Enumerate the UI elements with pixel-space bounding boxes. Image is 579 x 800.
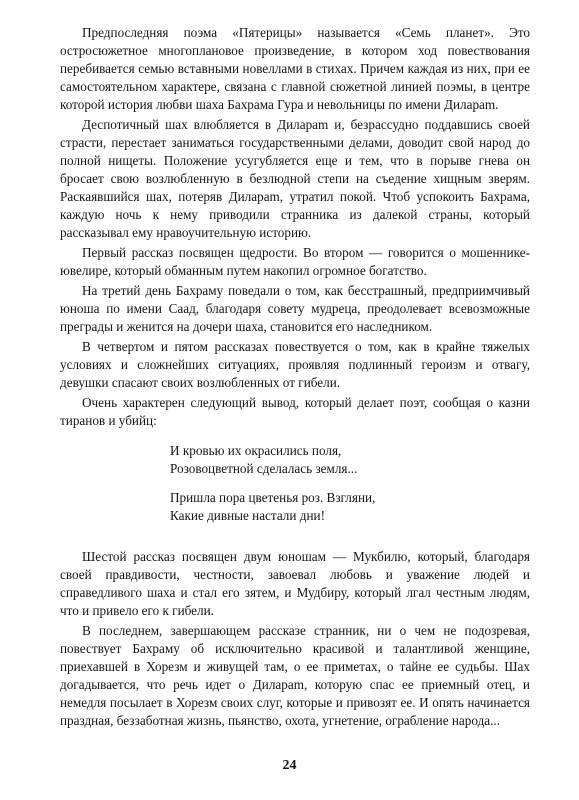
verse-line: Пришла пора цветенья роз. Взгляни,: [170, 490, 376, 505]
paragraph: Первый рассказ посвящен щедрости. Во втором — говорится о мошеннике-ювелире, который обманным путем накопил огромное богатство.: [60, 245, 530, 278]
verse-stanza: [170, 489, 530, 524]
verse-line: Розовоцветной сделалась земля...: [170, 460, 358, 476]
paragraph: Предпоследняя поэма «Пятерицы» называется «Семь планет». Это остросюжетное многоплановое произведение, в котором ход повествования перебивается семью вставными новеллами в стихах. Причем каждая из них, при ее самостоятельном характере, связана с главной сюжетной линией поэмы, в центре которой история любви шаха Бахрама Гура и невольницы по имени Дилараm.: [60, 25, 530, 112]
paragraph: В четвертом и пятом рассказах повествуется о том, как в крайне тяжелых условиях и сложнейших ситуациях, проявляя подлинный героизм и отвагу, девушки спасают своих возлюбленных от гибели.: [60, 339, 530, 390]
page-number: 24: [282, 758, 297, 773]
verse-quote: [170, 442, 530, 524]
paragraph: Деспотичный шах влюбляется в Дилараm и, безрассудно поддавшись своей страсти, перестает заниматься государственными делами, доводит свой народ до полной нищеты. Положение усугубляется еще и тем, что в порыве гнева он бросает свою возлюбленную в безлюдной степи на съедение хищным зверям. Раскаявшийся шах, потеряв Дилараm, утратил покой. Чтоб успокоить Бахрама, каждую ночь к нему приводили странника из далекой страны, который рассказывал ему нравоучительную историю.: [60, 117, 530, 240]
paragraph: Очень характерен следующий вывод, который делает поэт, сообщая о казни тиранов и убийц:: [60, 395, 530, 428]
verse-line: Какие дивные настали дни!: [170, 507, 325, 523]
paragraph: Шестой рассказ посвящен двум юношам — Мукбилю, который, благодаря своей правдивости, честности, завоевал любовь и уважение людей и справедливого шаха и стал его зятем, и Мудбиру, который лгал честным людям, что и привело его к гибели.: [60, 549, 530, 618]
paragraph: На третий день Бахраму поведали о том, как бесстрашный, предприимчивый юноша по имени Саад, благодаря совету мудреца, преодолевает всевозможные преграды и женится на дочери шаха, становится его наследником.: [60, 283, 530, 334]
verse-line: И кровью их окрасились поля,: [170, 443, 342, 458]
verse-stanza: [170, 442, 530, 477]
paragraph: В последнем, завершающем рассказе странник, ни о чем не подозревая, повествует Бахраму об исключительно красивой и талантливой женщине, приехавшей в Хорезм и живущей там, о ее приметах, о тайне ее судьбы. Шах догадывается, что речь идет о Дилараm, которую спас ее приемный отец, и немедля посылает в Хорезм своих слуг, которые и привозят ее. И опять начинается праздная, беззаботная жизнь, пьянство, охота, угнетение, ограбление народа...: [60, 623, 530, 728]
text-block: [60, 24, 530, 730]
